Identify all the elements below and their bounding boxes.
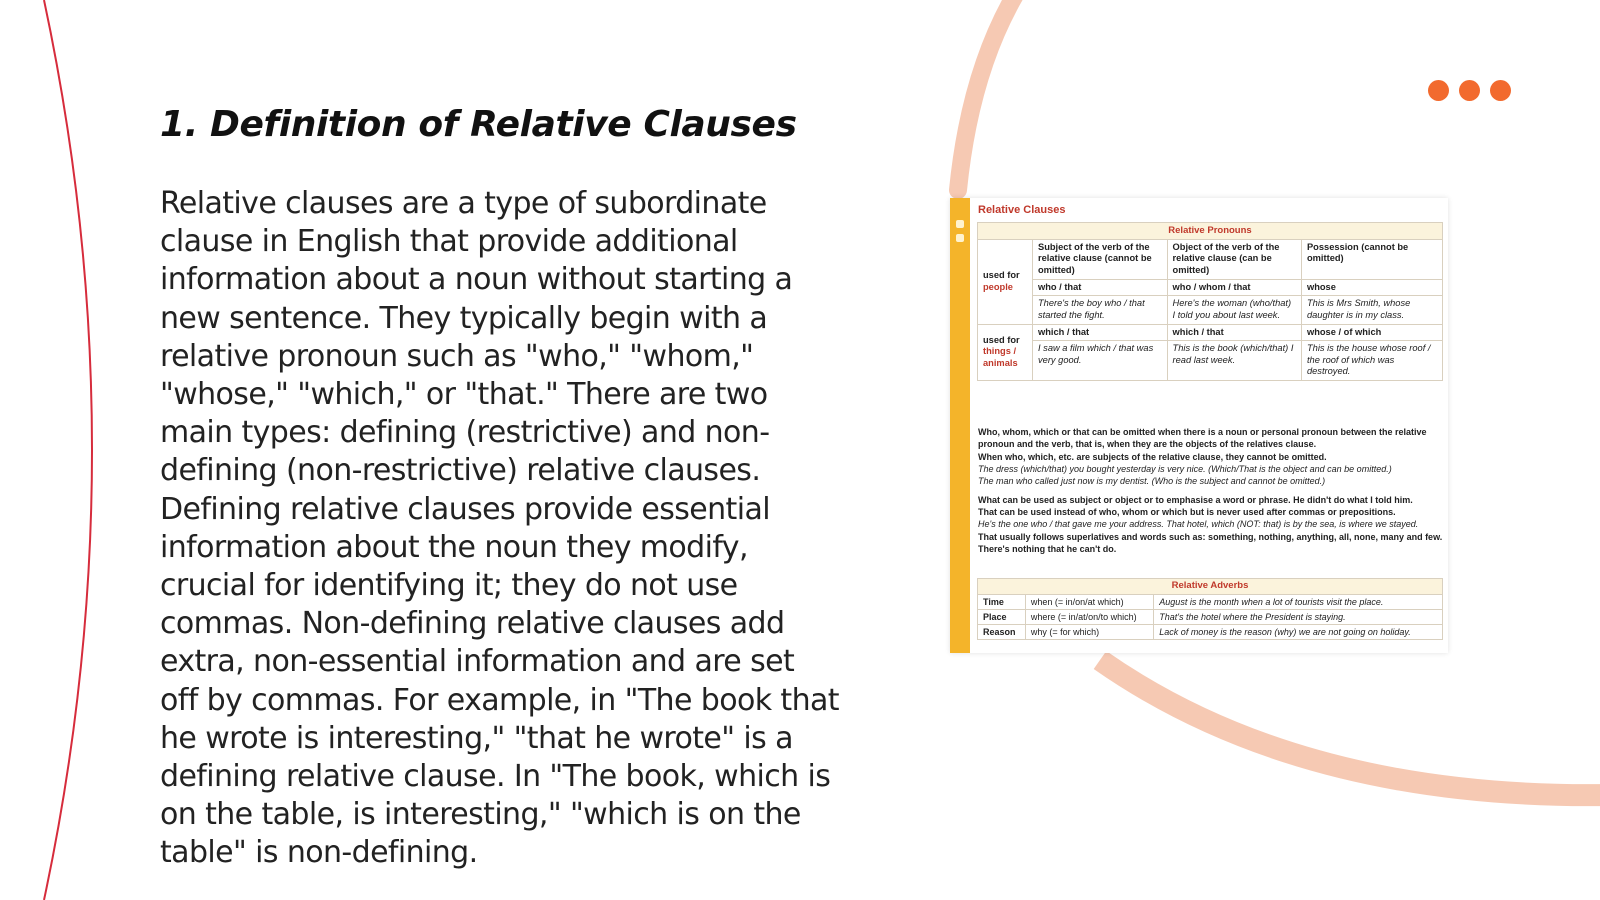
table-row	[978, 594, 1443, 609]
note-text: That can be used instead of who, whom or which but is never used after commas or prepositions.	[978, 506, 1396, 517]
note-text: The man who called just now is my dentist. (Who is the subject and cannot be omitted.)	[978, 476, 1326, 487]
table-cell: Place	[978, 609, 1026, 624]
note-text: The dress (which/that) you bought yesterday is very nice. (Which/That is the object and can be omitted.)	[978, 463, 1392, 474]
usage-notes	[978, 426, 1444, 561]
table-cell: who / whom / that	[1167, 279, 1301, 296]
group-people	[978, 239, 1033, 324]
dot-icon	[1428, 80, 1449, 101]
table-cell: This is the book (which/that) I read last week.	[1167, 341, 1301, 381]
table-cell: why (= for which)	[1025, 625, 1153, 640]
note-text: That usually follows superlatives and words such as: something, nothing, anything, all, none, many and few. There's nothing that he can't do.	[978, 531, 1443, 554]
table-cell: which / that	[1167, 324, 1301, 341]
table-cell: whose	[1301, 279, 1442, 296]
table-cell: There's the boy who / that started the fight.	[1033, 296, 1168, 324]
table-cell: whose / of which	[1301, 324, 1442, 341]
table-cell: which / that	[1033, 324, 1168, 341]
table-cell: where (= in/at/on/to which)	[1025, 609, 1153, 624]
slide-body-text: Relative clauses are a type of subordinate clause in English that provide additional information about a noun without starting a new sentence. They typically begin with a relative pronoun such as "who," "whom," "whose," "which," or "that." There are two main types: defining (restrictive) and non-defining (non-restrictive) relative clauses. Defining relative clauses provide essential information about the noun they modify, crucial for identifying it; they do not use commas. Non-defining relative clauses add extra, non-essential information and are set off by commas. For example, in "The book that he wrote is interesting," "that he wrote" is a defining relative clause. In "The book, which is on the table, is interesting," "which is on the table" is non-defining.	[160, 186, 839, 871]
table-cell: This is the house whose roof / the roof of which was destroyed.	[1301, 341, 1442, 381]
dot-icon	[1490, 80, 1511, 101]
red-curve-line	[44, 0, 92, 900]
note-text: What can be used as subject or object or to emphasise a word or phrase. He didn't do what I told him.	[978, 494, 1413, 505]
col-possession: Possession (cannot be omitted)	[1301, 239, 1442, 279]
things-label: things / animals	[983, 346, 1018, 369]
menu-dots	[1428, 80, 1511, 101]
figure-side-stripe	[950, 198, 970, 653]
square-icon	[956, 220, 964, 228]
table-cell: August is the month when a lot of tourists visit the place.	[1154, 594, 1443, 609]
square-icon	[956, 234, 964, 242]
table-row	[978, 609, 1443, 624]
table-cell: This is Mrs Smith, whose daughter is in my class.	[1301, 296, 1442, 324]
table-heading: Relative Adverbs	[978, 579, 1443, 595]
peach-arc-top	[958, 0, 1018, 190]
group-things	[978, 324, 1033, 380]
used-for-label: used for	[983, 334, 1020, 345]
relative-clauses-table-image	[950, 198, 1448, 653]
col-object: Object of the verb of the relative clause (can be omitted)	[1167, 239, 1301, 279]
table-cell: when (= in/on/at which)	[1025, 594, 1153, 609]
used-for-label: used for	[983, 270, 1020, 281]
table-cell: Lack of money is the reason (why) we are not going on holiday.	[1154, 625, 1443, 640]
table-cell: I saw a film which / that was very good.	[1033, 341, 1168, 381]
table-cell: That's the hotel where the President is staying.	[1154, 609, 1443, 624]
note-text: He's the one who / that gave me your address. That hotel, which (NOT: that) is by the sea, is where we stayed.	[978, 519, 1419, 530]
dot-icon	[1459, 80, 1480, 101]
relative-pronouns-table	[977, 222, 1443, 381]
table-cell: Time	[978, 594, 1026, 609]
figure-title: Relative Clauses	[978, 204, 1066, 216]
table-cell: Reason	[978, 625, 1026, 640]
table-cell: Here's the woman (who/that) I told you about last week.	[1167, 296, 1301, 324]
table-cell: who / that	[1033, 279, 1168, 296]
col-subject: Subject of the verb of the relative clause (cannot be omitted)	[1033, 239, 1168, 279]
table-row	[978, 625, 1443, 640]
relative-adverbs-table	[977, 578, 1443, 640]
note-text: When who, which, etc. are subjects of the relative clause, they cannot be omitted.	[978, 451, 1327, 462]
table-heading: Relative Pronouns	[978, 223, 1443, 240]
peach-arc-bottom	[1100, 660, 1600, 795]
people-label: people	[983, 281, 1013, 292]
slide-title: 1. Definition of Relative Clauses	[160, 104, 797, 145]
note-text: Who, whom, which or that can be omitted when there is a noun or personal pronoun between the relative pronoun and the verb, that is, when they are the objects of the relatives clause.	[978, 427, 1427, 450]
